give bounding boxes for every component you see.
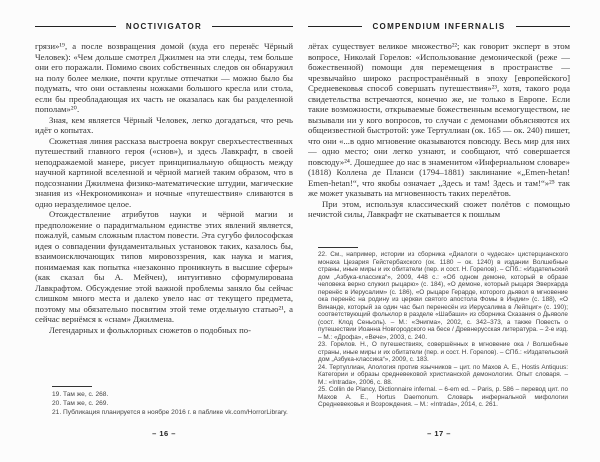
paragraph: Зная, кем является Чёрный Человек, легко догадаться, что речь идёт о копытах. [35,114,293,135]
right-page-number: – 17 – [427,429,451,438]
footnote: 25. Collin de Plancy, Dictionnaire infernal. – 6-em ed. – Paris, p. 586 – перевод цит. по Махов А. Е., Hortus Daemonum. Словарь инфернальной мифологии Средневековья и Возрождения. – М.: «Intrada», 2014, с. 261. [318,386,568,408]
right-body-text [308,41,570,220]
left-page-number: – 16 – [152,429,176,438]
right-running-header [308,20,570,32]
footnote: 23. Горелов. Н., О путешествиях, совершённых в мгновение ока / Волшебные страны, иные миры и их обитатели (пер. и сост. Н. Горелов). – СПб.: «Издательский дом „Азбука-классика“», 2009, с. 183. [318,341,568,363]
paragraph: Легендарных и фольклорных сюжетов о подобных по- [49,324,251,335]
footnote: 21. Публикация планируется в ноябре 2016 г. в паблике vk.com/HorrorLibrary. [52,409,288,416]
footnote: 22. См., например, истории из сборника «Диалоги о чудесах» цистерцианского монаха Цезария Гейстербахского (ок. 1180 – ок. 1240) в издании Волшебные страны, иные миры и их обитатели (пер. и сост. Н. Горелов). – СПб.: «Издательский дом „Азбука-классика“», 2009, 448 с.: «Об одном демоне, который в образе человека верно служил рыцарю» (с. 184), «О демоне, который рыцаря Эверхарда перенёс в Иерусалим» (с. 186), «О рыцаре Герарде, которого дьявол в мгновение ока перенёс на родину из церкви святого апостола Фомы в Индии» (с. 188), «О Винанде, который за один час был перенесён из Иерусалима в Лейпциг» (с. 190); соответствующий фольклор в разделе «Шабаши» из сборника Сказания о Дьяволе (сост. Клод Сеньоль). – М.: «Энигма», 2002, с. 342–373, а также Повесть о путешествии Иоанна Новгородского на бесе / Древнерусская литература. – 2-е изд. – М.: «Дрофа», «Вече», 2003, с. 240. [318,251,568,341]
right-running-title: COMPENDIUM INFERNALIS [372,21,506,31]
footnote: 24. Тертуллиан, Апология против язычников – цит. по Махов А. Е., Hostis Antiquus: Категории и образы средневековой христианской демонологии. Опыт словаря. – М.: «Intrada», 2006, с. 88. [318,363,568,386]
header-rule-left [308,26,362,27]
paragraph: Отождествление атрибутов науки и чёрной магии и предположение о парадигмальном единстве этих явлений является, пожалуй, самым сложным пластом повести. Эта сугубо философская идея о совпадении фундаментальных установок таких, казалось бы, взаимоисключающих типов мировоззрения, как наука и магия, понимаемая как попытка «незаконно проникнуть в высшие сферы» (как сказал бы А. Мейчен), интуитивно сформулирована Лавкрафтом. Обсуждение этой важной проблемы заняло бы сейчас слишком много места и далеко увело нас от текущего предмета, поэтому мы обязательно посвятим этой теме отдельную статью²¹, а сейчас вернёмся к «снам» Джилмена. [35,209,293,324]
left-body-text [35,41,293,335]
footnote: 19. Там же, с. 268. [52,391,109,398]
right-page [308,20,570,450]
header-rule-right [516,26,570,27]
right-footnotes [318,247,568,409]
left-footnotes [52,386,289,417]
left-page [35,20,293,450]
paragraph: Сюжетная линия рассказа выстроена вокруг сверхъестественных путешествий главного героя («снов»), и здесь Лавкрафт, в своей неподражаемой манере, рисует принципиальную общность между научной картиной вселенной и чёрной магией таким образом, что в подсознании Джилмена физико-математические штудии, магические знания из «Некрономикона» и ночные «путешествия» сливаются в одно неразделимое целое. [35,135,293,209]
left-running-title: NOCTIVIGATOR [125,21,203,31]
footnote-divider [52,386,92,387]
left-running-header [35,20,293,32]
footnote-divider [318,247,358,248]
footnote: 20. Там же, с. 269. [52,400,109,407]
paragraph: При этом, используя классический сюжет полётов с помощью нечистой силы, Лавкрафт не скатывается к пошлым [308,198,570,219]
paragraph: грязи»¹⁹, а после возвращения домой (куда его перенёс Чёрный Человек): «Чем дольше смотрел Джилмен на эти следы, тем больше они его поражали. Помимо своих собственных следов он обнаружил на полу более мелкие, почти круглые отпечатки — можно было бы подумать, что они оставлены ножками большого кресла или стола, если бы преобладающая их часть не оказалась как бы разделенной пополам»²⁰. [35,41,293,114]
header-rule-right [212,26,293,27]
header-rule-left [35,26,116,27]
paragraph: лётах существует великое множество²²; как говорит эксперт в этом вопросе, Николай Горелов: «Использование демонической (реже — божественной) помощи для перемещения в пространстве — чрезвычайно широко распространённый в эпоху [европейского] Средневековья способ совершать путешествия»²³, хотя, такого рода свидетельства встречаются, конечно же, не только в Европе. Если такие возможности, открываемые божественным всемогуществом, не вызывали ни у кого вопросов, то случаи с демонами объясняются их общеизвестной быстротой: уже Тертуллиан (ок. 165 — ок. 240) пишет, что они «...в одно мгновение оказываются повсюду. Весь мир для них — одно место; они легко узнают, и сообщают, чтó совершается повсюду»²⁴. Дошедшее до нас в знаменитом «Инфернальном словаре» (1818) Коллена де Планси (1794–1881) заклинание «„Emen-hetan! Emen-hetan!“, что якобы означает „Здесь и там! Здесь и там!“»²⁵ так же может указывать на мгновенность таких перелётов. [308,41,570,198]
